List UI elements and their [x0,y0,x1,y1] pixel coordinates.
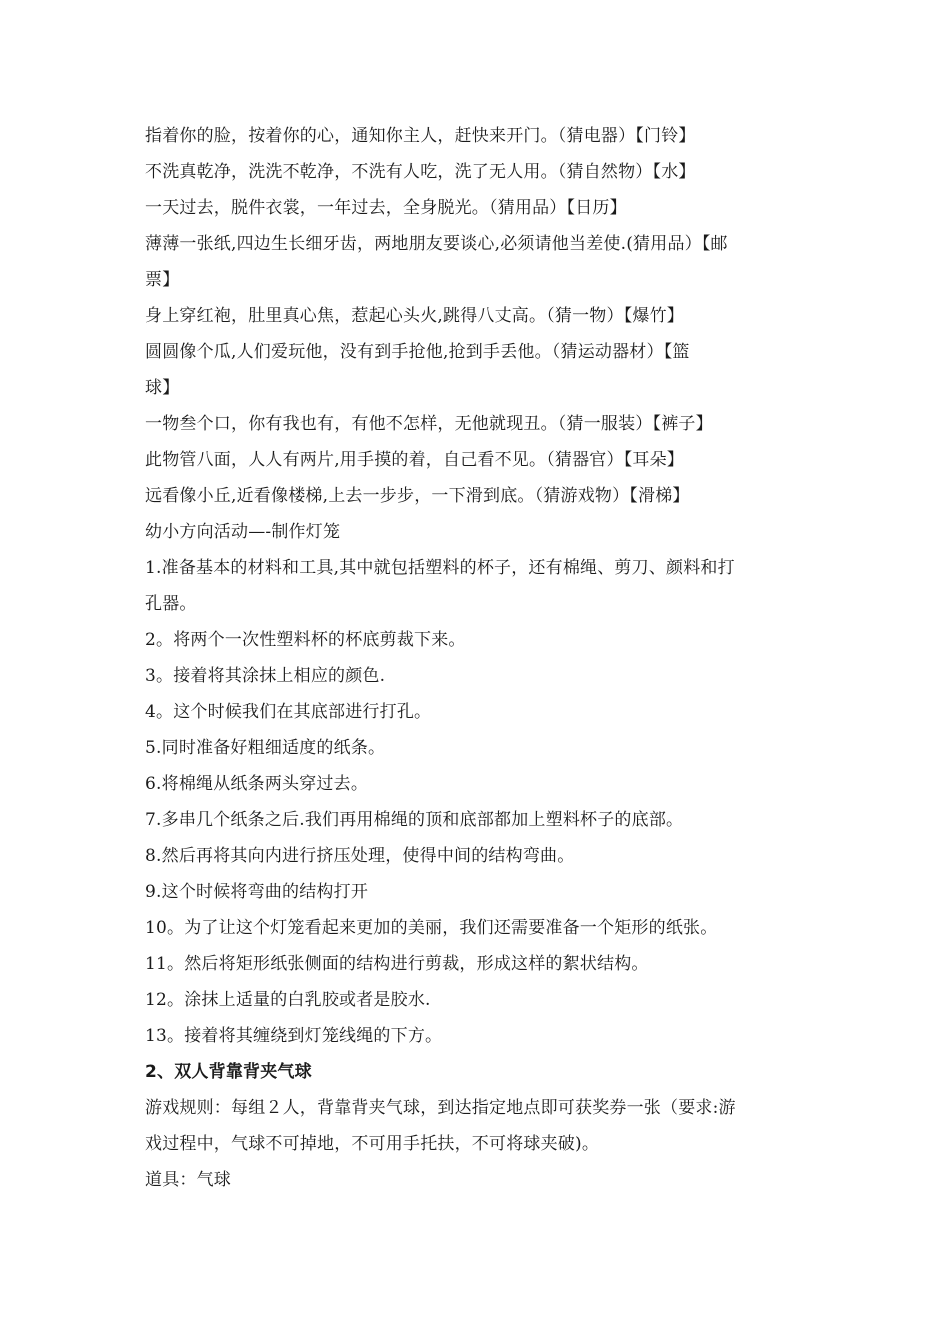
step-item: 9.这个时候将弯曲的结构打开 [145,882,369,902]
step-item: 13。接着将其缠绕到灯笼线绳的下方。 [145,1026,443,1046]
game-heading: 2、双人背靠背夹气球 [145,1062,312,1082]
step-item: 8.然后再将其向内进行挤压处理，使得中间的结构弯曲。 [145,846,575,866]
step-item: 10。为了让这个灯笼看起来更加的美丽，我们还需要准备一个矩形的纸张。 [145,918,718,938]
game-rules: 游戏规则：每组２人，背靠背夹气球，到达指定地点即可获奖券一张（要求:游 [145,1098,736,1118]
step-item: 1.准备基本的材料和工具,其中就包括塑料的杯子，还有棉绳、剪刀、颜料和打 [145,558,735,578]
text-line: 球】 [145,378,180,398]
text-line: 票】 [145,270,180,290]
text-line: 身上穿红袍，肚里真心焦，惹起心头火,跳得八丈高。（猜一物）【爆竹】 [145,306,685,326]
step-item: 5.同时准备好粗细适度的纸条。 [145,738,386,758]
text-line: 远看像小丘,近看像楼梯,上去一步步，一下滑到底。（猜游戏物）【滑梯】 [145,486,690,506]
text-line: 一天过去，脱件衣裳，一年过去，全身脱光。（猜用品）【日历】 [145,198,627,218]
document-body [145,118,805,1198]
text-line: 不洗真乾净，洗洗不乾净，不洗有人吃，洗了无人用。（猜自然物）【水】 [145,162,696,182]
text-line: 圆圆像个瓜,人们爱玩他，没有到手抢他,抢到手丢他。（猜运动器材）【篮 [145,342,690,362]
step-item: 孔器。 [145,594,197,614]
step-item: 11。然后将矩形纸张侧面的结构进行剪裁，形成这样的絮状结构。 [145,954,649,974]
step-item: 7.多串几个纸条之后.我们再用棉绳的顶和底部都加上塑料杯子的底部。 [145,810,684,830]
step-item: 3。接着将其涂抹上相应的颜色. [145,666,386,686]
step-item: 6.将棉绳从纸条两头穿过去。 [145,774,369,794]
game-props: 道具：气球 [145,1170,231,1190]
game-rules: 戏过程中，气球不可掉地，不可用手托扶，不可将球夹破)。 [145,1134,600,1154]
step-item: 12。涂抹上适量的白乳胶或者是胶水. [145,990,431,1010]
text-line: 指着你的脸，按着你的心，通知你主人，赶快来开门。（猜电器）【门铃】 [145,126,696,146]
step-item: 2。将两个一次性塑料杯的杯底剪裁下来。 [145,630,466,650]
text-line: 一物叁个口，你有我也有，有他不怎样，无他就现丑。（猜一服装）【裤子】 [145,414,713,434]
text-line: 薄薄一张纸,四边生长细牙齿，两地朋友要谈心,必须请他当差使.(猜用品）【邮 [145,234,728,254]
section-heading: 幼小方向活动—-制作灯笼 [145,522,341,542]
step-item: 4。这个时候我们在其底部进行打孔。 [145,702,432,722]
text-line: 此物管八面，人人有两片,用手摸的着，自己看不见。（猜器官）【耳朵】 [145,450,685,470]
